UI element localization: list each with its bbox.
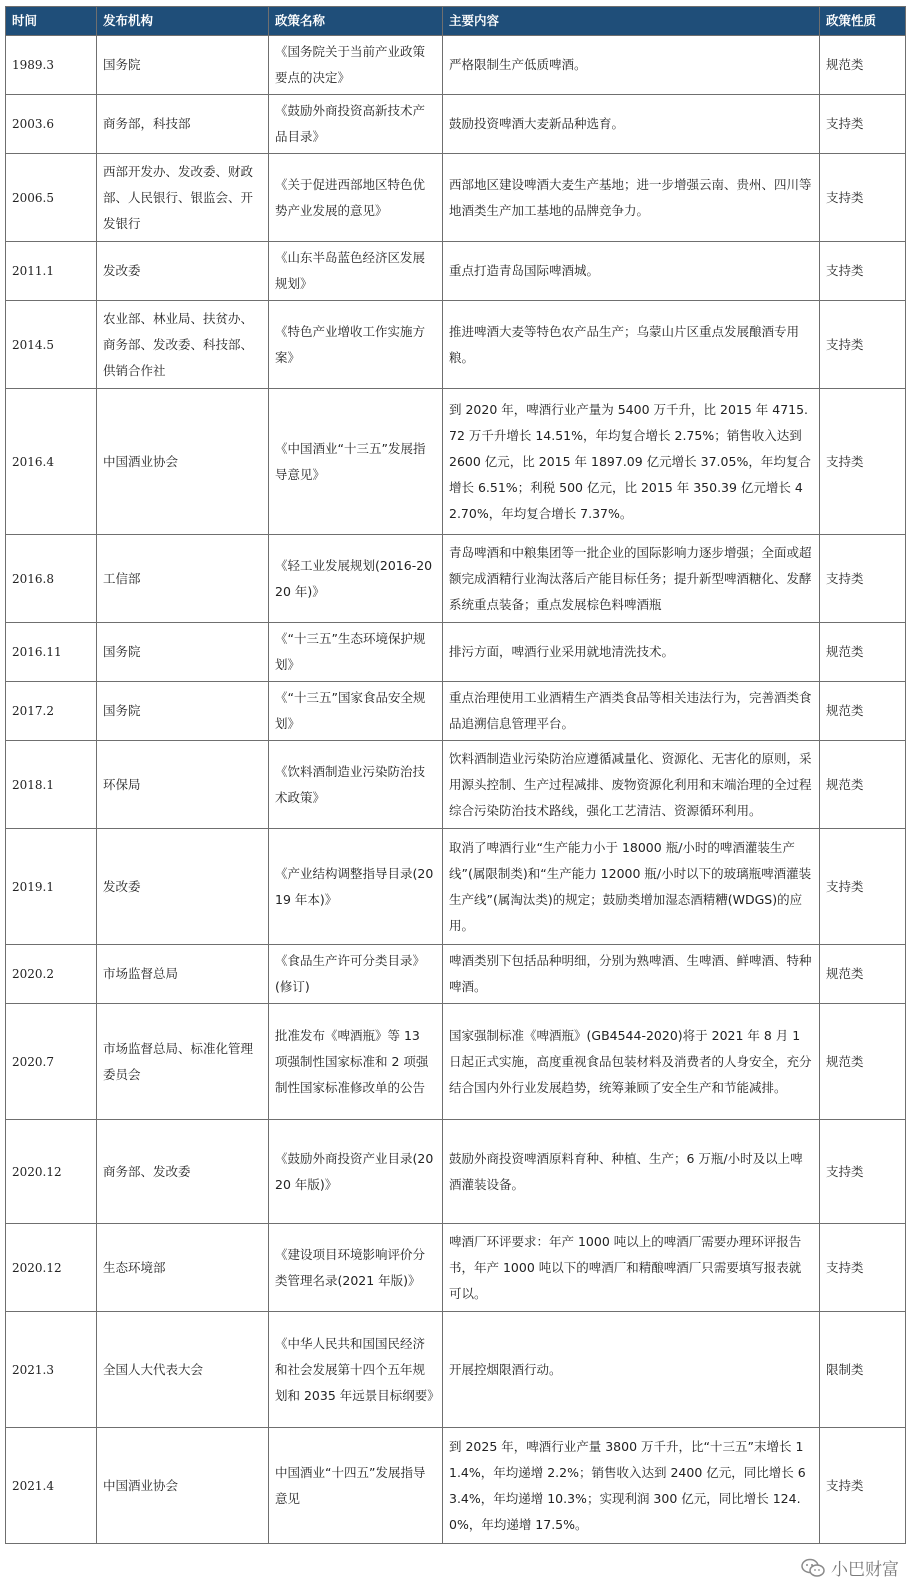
cell-policy: 《山东半岛蓝色经济区发展规划》 [269,242,443,301]
table-row [6,154,906,242]
table-row [6,1428,906,1544]
table-row [6,682,906,741]
cell-date: 2020.12 [6,1224,97,1312]
cell-date: 2017.2 [6,682,97,741]
table-body [6,36,906,1544]
cell-date: 2020.12 [6,1120,97,1224]
cell-date: 2016.8 [6,535,97,623]
cell-nature: 限制类 [820,1312,906,1428]
cell-content: 排污方面，啤酒行业采用就地清洗技术。 [443,623,820,682]
cell-org: 国务院 [97,682,269,741]
table-row [6,535,906,623]
cell-policy: 《“十三五”国家食品安全规划》 [269,682,443,741]
cell-policy: 《特色产业增收工作实施方案》 [269,301,443,389]
cell-org: 商务部，科技部 [97,95,269,154]
cell-policy: 《中华人民共和国国民经济和社会发展第十四个五年规划和 2035 年远景目标纲要》 [269,1312,443,1428]
table-row [6,389,906,535]
policy-table-document [5,6,905,1544]
cell-content: 取消了啤酒行业“生产能力小于 18000 瓶/小时的啤酒灌装生产线”(属限制类)和“生产能力 12000 瓶/小时以下的玻璃瓶啤酒灌装生产线”(属淘汰类)的规定；鼓励类增加湿态酒精糟(WDGS)的应用。 [443,829,820,945]
cell-date: 2016.11 [6,623,97,682]
cell-policy: 《“十三五”生态环境保护规划》 [269,623,443,682]
cell-policy: 《关于促进西部地区特色优势产业发展的意见》 [269,154,443,242]
cell-date: 2020.7 [6,1004,97,1120]
cell-content: 开展控烟限酒行动。 [443,1312,820,1428]
cell-policy: 中国酒业“十四五”发展指导意见 [269,1428,443,1544]
cell-policy: 《食品生产许可分类目录》(修订) [269,945,443,1004]
cell-org: 中国酒业协会 [97,1428,269,1544]
cell-nature: 规范类 [820,36,906,95]
cell-nature: 规范类 [820,741,906,829]
header-nature: 政策性质 [820,7,906,36]
cell-date: 2021.4 [6,1428,97,1544]
header-content: 主要内容 [443,7,820,36]
cell-nature: 支持类 [820,389,906,535]
cell-org: 生态环境部 [97,1224,269,1312]
cell-content: 啤酒厂环评要求：年产 1000 吨以上的啤酒厂需要办理环评报告书，年产 1000 吨以下的啤酒厂和精酿啤酒厂只需要填写报表就可以。 [443,1224,820,1312]
cell-date: 2016.4 [6,389,97,535]
cell-policy: 《鼓励外商投资高新技术产品目录》 [269,95,443,154]
watermark-text: 小巴财富 [831,1560,899,1580]
table-row [6,36,906,95]
table-row [6,623,906,682]
table-row [6,1224,906,1312]
table-row [6,1120,906,1224]
cell-nature: 规范类 [820,945,906,1004]
cell-org: 中国酒业协会 [97,389,269,535]
cell-policy: 《建设项目环境影响评价分类管理名录(2021 年版)》 [269,1224,443,1312]
cell-nature: 规范类 [820,682,906,741]
cell-content: 鼓励外商投资啤酒原料育种、种植、生产；6 万瓶/小时及以上啤酒灌装设备。 [443,1120,820,1224]
cell-date: 2019.1 [6,829,97,945]
cell-date: 2020.2 [6,945,97,1004]
cell-content: 西部地区建设啤酒大麦生产基地；进一步增强云南、贵州、四川等地酒类生产加工基地的品牌竞争力。 [443,154,820,242]
policy-table [5,6,906,1544]
cell-policy: 《国务院关于当前产业政策要点的决定》 [269,36,443,95]
cell-policy: 《中国酒业“十三五”发展指导意见》 [269,389,443,535]
cell-org: 西部开发办、发改委、财政部、人民银行、银监会、开发银行 [97,154,269,242]
table-row [6,741,906,829]
cell-org: 环保局 [97,741,269,829]
table-row [6,829,906,945]
cell-policy: 《饮料酒制造业污染防治技术政策》 [269,741,443,829]
cell-org: 商务部、发改委 [97,1120,269,1224]
cell-content: 青岛啤酒和中粮集团等一批企业的国际影响力逐步增强；全面或超额完成酒精行业淘汰落后产能目标任务；提升新型啤酒糖化、发酵系统重点装备；重点发展棕色料啤酒瓶 [443,535,820,623]
header-org: 发布机构 [97,7,269,36]
cell-nature: 支持类 [820,301,906,389]
cell-org: 国务院 [97,36,269,95]
wechat-icon [801,1558,825,1578]
cell-nature: 支持类 [820,1428,906,1544]
cell-org: 发改委 [97,242,269,301]
cell-org: 市场监督总局、标准化管理委员会 [97,1004,269,1120]
cell-date: 2006.5 [6,154,97,242]
cell-policy: 批准发布《啤酒瓶》等 13 项强制性国家标准和 2 项强制性国家标准修改单的公告 [269,1004,443,1120]
cell-nature: 规范类 [820,1004,906,1120]
cell-date: 2014.5 [6,301,97,389]
cell-content: 饮料酒制造业污染防治应遵循减量化、资源化、无害化的原则，采用源头控制、生产过程减排、废物资源化利用和末端治理的全过程综合污染防治技术路线，强化工艺清洁、资源循环利用。 [443,741,820,829]
table-row [6,1004,906,1120]
cell-content: 重点打造青岛国际啤酒城。 [443,242,820,301]
cell-date: 2003.6 [6,95,97,154]
table-header-row [6,7,906,36]
table-row [6,945,906,1004]
cell-nature: 规范类 [820,623,906,682]
cell-date: 1989.3 [6,36,97,95]
cell-nature: 支持类 [820,95,906,154]
cell-date: 2018.1 [6,741,97,829]
cell-policy: 《鼓励外商投资产业目录(2020 年版)》 [269,1120,443,1224]
cell-org: 市场监督总局 [97,945,269,1004]
cell-date: 2021.3 [6,1312,97,1428]
cell-nature: 支持类 [820,242,906,301]
cell-nature: 支持类 [820,154,906,242]
cell-org: 工信部 [97,535,269,623]
header-policy: 政策名称 [269,7,443,36]
cell-content: 重点治理使用工业酒精生产酒类食品等相关违法行为，完善酒类食品追溯信息管理平台。 [443,682,820,741]
cell-org: 农业部、林业局、扶贫办、商务部、发改委、科技部、供销合作社 [97,301,269,389]
cell-date: 2011.1 [6,242,97,301]
cell-nature: 支持类 [820,535,906,623]
cell-org: 国务院 [97,623,269,682]
table-row [6,95,906,154]
cell-content: 推进啤酒大麦等特色农产品生产；乌蒙山片区重点发展酿酒专用粮。 [443,301,820,389]
cell-nature: 支持类 [820,1224,906,1312]
cell-policy: 《轻工业发展规划(2016-2020 年)》 [269,535,443,623]
cell-content: 啤酒类别下包括品种明细，分别为熟啤酒、生啤酒、鲜啤酒、特种啤酒。 [443,945,820,1004]
table-row [6,301,906,389]
header-date: 时间 [6,7,97,36]
cell-policy: 《产业结构调整指导目录(2019 年本)》 [269,829,443,945]
table-row [6,242,906,301]
watermark [801,1555,899,1580]
cell-org: 发改委 [97,829,269,945]
cell-content: 到 2025 年，啤酒行业产量 3800 万千升，比“十三五”末增长 11.4%，年均递增 2.2%；销售收入达到 2400 亿元，同比增长 63.4%，年均递增 10.3%；实现利润 300 亿元，同比增长 124.0%，年均递增 17.5%。 [443,1428,820,1544]
table-row [6,1312,906,1428]
cell-content: 到 2020 年，啤酒行业产量为 5400 万千升，比 2015 年 4715.72 万千升增长 14.51%，年均复合增长 2.75%；销售收入达到 2600 亿元，比 2015 年 1897.09 亿元增长 37.05%，年均复合增长 6.51%；利税 500 亿元，比 2015 年 350.39 亿元增长 42.70%，年均复合增长 7.37%。 [443,389,820,535]
cell-content: 国家强制标准《啤酒瓶》(GB4544-2020)将于 2021 年 8 月 1 日起正式实施，高度重视食品包装材料及消费者的人身安全，充分结合国内外行业发展趋势，统筹兼顾了安全生产和节能减排。 [443,1004,820,1120]
cell-content: 严格限制生产低质啤酒。 [443,36,820,95]
cell-org: 全国人大代表大会 [97,1312,269,1428]
cell-content: 鼓励投资啤酒大麦新品种选育。 [443,95,820,154]
cell-nature: 支持类 [820,1120,906,1224]
cell-nature: 支持类 [820,829,906,945]
